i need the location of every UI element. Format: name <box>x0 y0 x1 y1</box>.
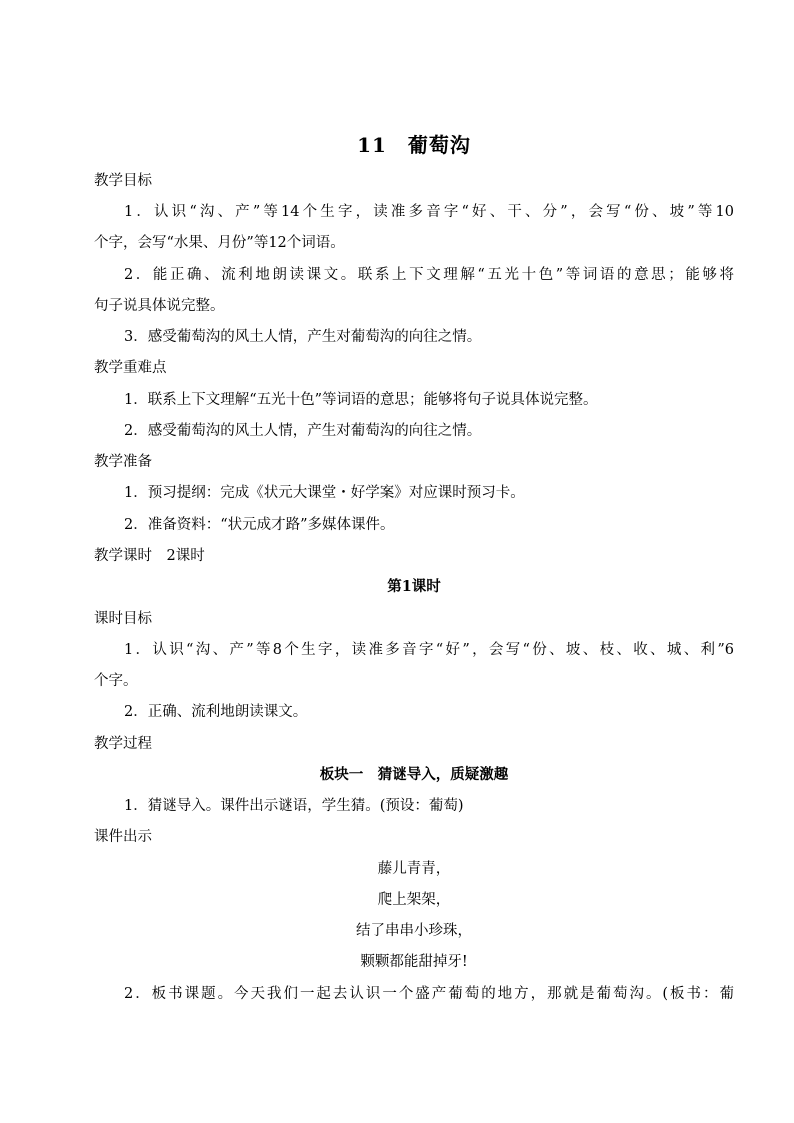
section-heading-preparation: 教学准备 <box>94 454 152 470</box>
riddle-line-1: 藤儿青青， <box>377 861 451 877</box>
lesson-goal-1: 1．认识“沟、产”等8个生字，读准多音字“好”，会写“份、坡、枝、收、城、利”6 <box>124 642 734 658</box>
preparation-item-2: 2．准备资料：“状元成才路”多媒体课件。 <box>124 517 395 533</box>
goal-item-1-continued: 个字，会写“水果、月份”等12个词语。 <box>94 235 345 251</box>
section-heading-teaching-goals: 教学目标 <box>94 173 152 189</box>
document-title: 11 葡萄沟 <box>357 133 471 157</box>
lesson-1-heading: 第1课时 <box>387 578 441 595</box>
section-heading-process: 教学过程 <box>94 736 152 752</box>
process-step-2: 2．板书课题。今天我们一起去认识一个盛产葡萄的地方，那就是葡萄沟。(板书：葡 <box>124 986 734 1002</box>
goal-item-3: 3．感受葡萄沟的风土人情，产生对葡萄沟的向往之情。 <box>124 329 482 345</box>
key-point-1: 1．联系上下文理解“五光十色”等词语的意思；能够将句子说具体说完整。 <box>124 392 598 408</box>
goal-item-2-continued: 句子说具体说完整。 <box>94 298 225 314</box>
process-step-1: 1．猜谜导入。课件出示谜语，学生猜。(预设：葡萄) <box>124 798 464 814</box>
slide-display-label: 课件出示 <box>94 829 152 845</box>
preparation-item-1: 1．预习提纲：完成《状元大课堂・好学案》对应课时预习卡。 <box>124 485 525 501</box>
section-heading-key-points: 教学重难点 <box>94 360 167 376</box>
riddle-line-4: 颗颗都能甜掉牙! <box>360 954 468 970</box>
block-1-heading: 板块一 猜谜导入，质疑激趣 <box>319 766 509 783</box>
section-heading-lesson-goals: 课时目标 <box>94 611 152 627</box>
teaching-hours: 教学课时 2课时 <box>94 548 205 564</box>
riddle-line-3: 结了串串小珍珠， <box>356 923 472 939</box>
goal-item-2: 2．能正确、流利地朗读课文。联系上下文理解“五光十色”等词语的意思；能够将 <box>124 267 734 283</box>
key-point-2: 2．感受葡萄沟的风土人情，产生对葡萄沟的向往之情。 <box>124 423 482 439</box>
riddle-line-2: 爬上架架， <box>377 892 451 908</box>
lesson-goal-1-continued: 个字。 <box>94 673 138 689</box>
lesson-goal-2: 2．正确、流利地朗读课文。 <box>124 704 308 720</box>
goal-item-1: 1．认识“沟、产”等14个生字，读准多音字“好、干、分”，会写“份、坡”等10 <box>124 204 734 220</box>
